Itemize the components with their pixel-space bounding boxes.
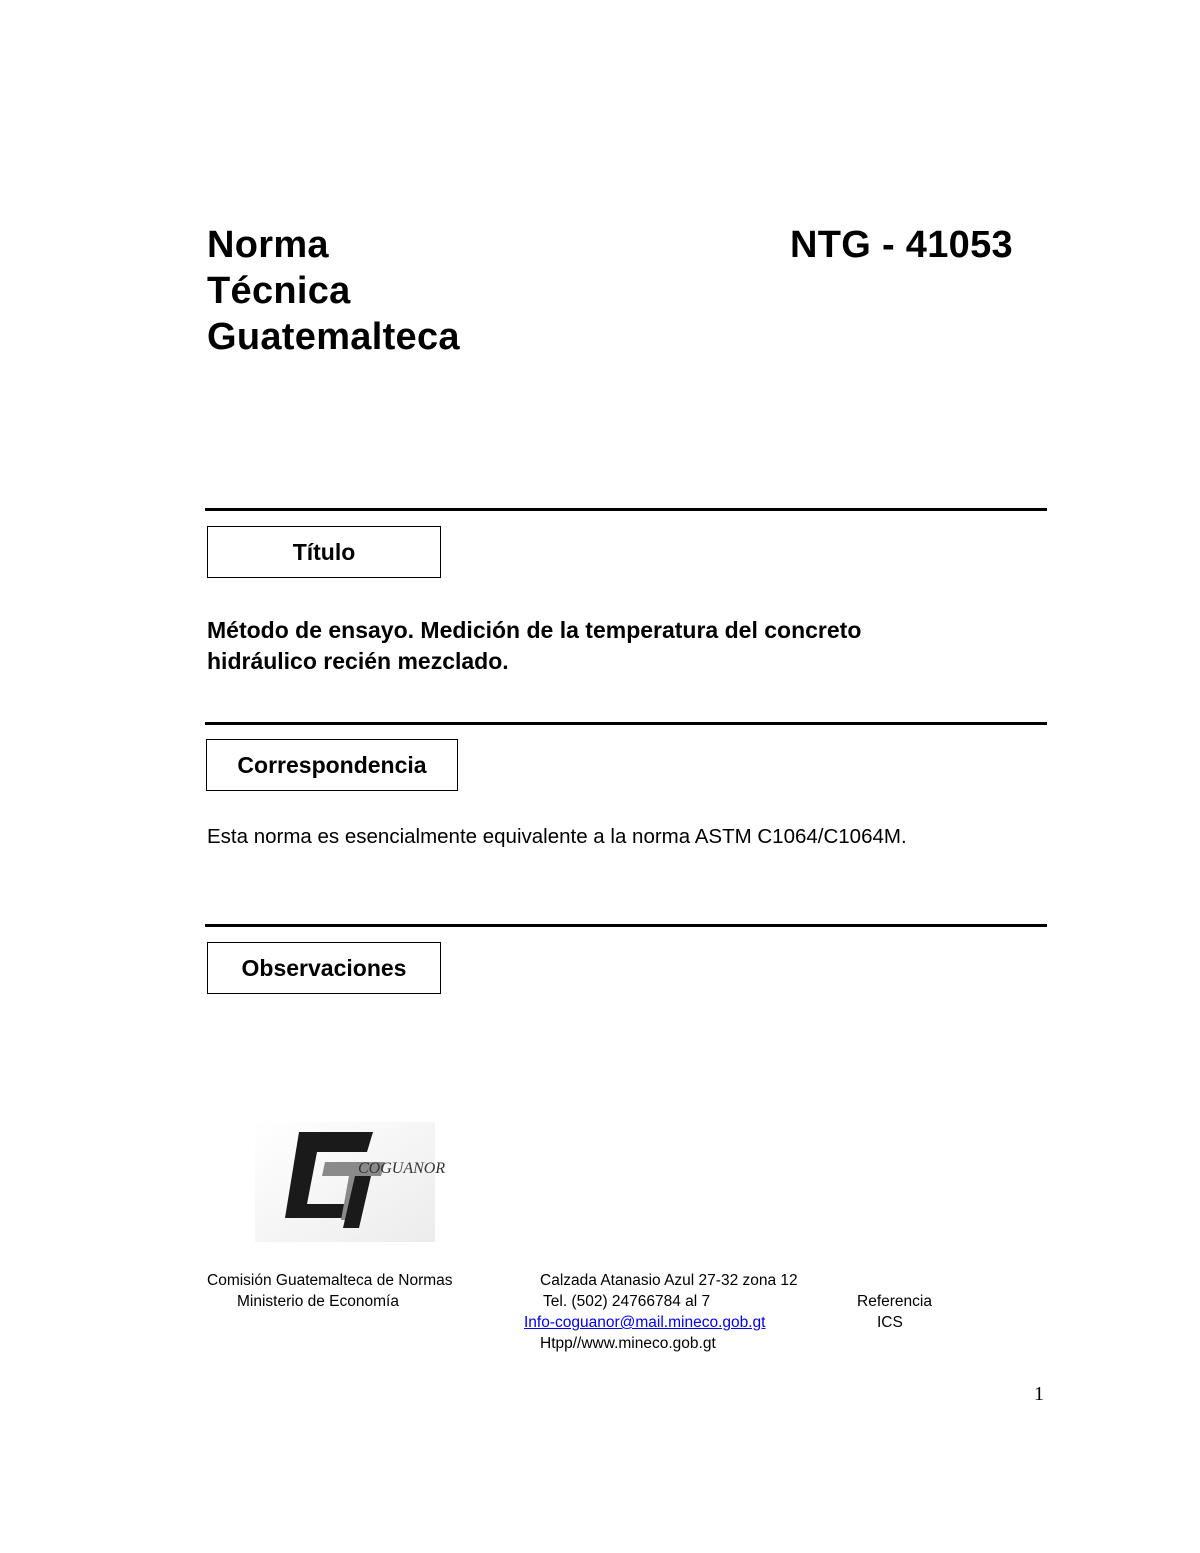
- footer-ministry: Ministerio de Economía: [237, 1293, 399, 1310]
- titulo-text-line-1: Método de ensayo. Medición de la temperatura del concreto: [207, 617, 862, 643]
- observaciones-label-box: [207, 942, 441, 994]
- section-divider-titulo: [205, 508, 1047, 511]
- titulo-label: Título: [292, 538, 356, 565]
- section-divider-correspondencia: [205, 722, 1047, 725]
- correspondencia-label: Correspondencia: [237, 751, 427, 778]
- title-line-1: Norma: [207, 224, 329, 266]
- footer-ics-label: ICS: [877, 1314, 903, 1331]
- footer-email-link[interactable]: Info-coguanor@mail.mineco.gob.gt: [524, 1314, 766, 1331]
- titulo-label-box: [207, 526, 441, 578]
- correspondencia-text: Esta norma es esencialmente equivalente a la norma ASTM C1064/C1064M.: [207, 825, 907, 848]
- correspondencia-label-box: [206, 739, 458, 791]
- page-number: 1: [1034, 1383, 1044, 1405]
- title-line-3: Guatemalteca: [207, 316, 460, 358]
- footer-website: Htpp//www.mineco.gob.gt: [540, 1335, 716, 1352]
- footer-phone: Tel. (502) 24766784 al 7: [543, 1293, 711, 1310]
- section-divider-observaciones: [205, 924, 1047, 927]
- titulo-text-line-2: hidráulico recién mezclado.: [207, 648, 509, 674]
- titulo-text: [207, 615, 1047, 677]
- footer-address: Calzada Atanasio Azul 27-32 zona 12: [540, 1272, 798, 1289]
- standard-code: NTG - 41053: [790, 224, 1013, 266]
- footer-reference-label: Referencia: [857, 1293, 932, 1310]
- observaciones-label: Observaciones: [241, 954, 407, 981]
- logo-text: COGUANOR: [358, 1160, 446, 1177]
- footer-org-name: Comisión Guatemalteca de Normas: [207, 1272, 453, 1289]
- title-line-2: Técnica: [207, 270, 351, 312]
- coguanor-logo: [255, 1122, 446, 1242]
- coguanor-logo-icon: [255, 1122, 446, 1242]
- standard-title: [207, 222, 460, 360]
